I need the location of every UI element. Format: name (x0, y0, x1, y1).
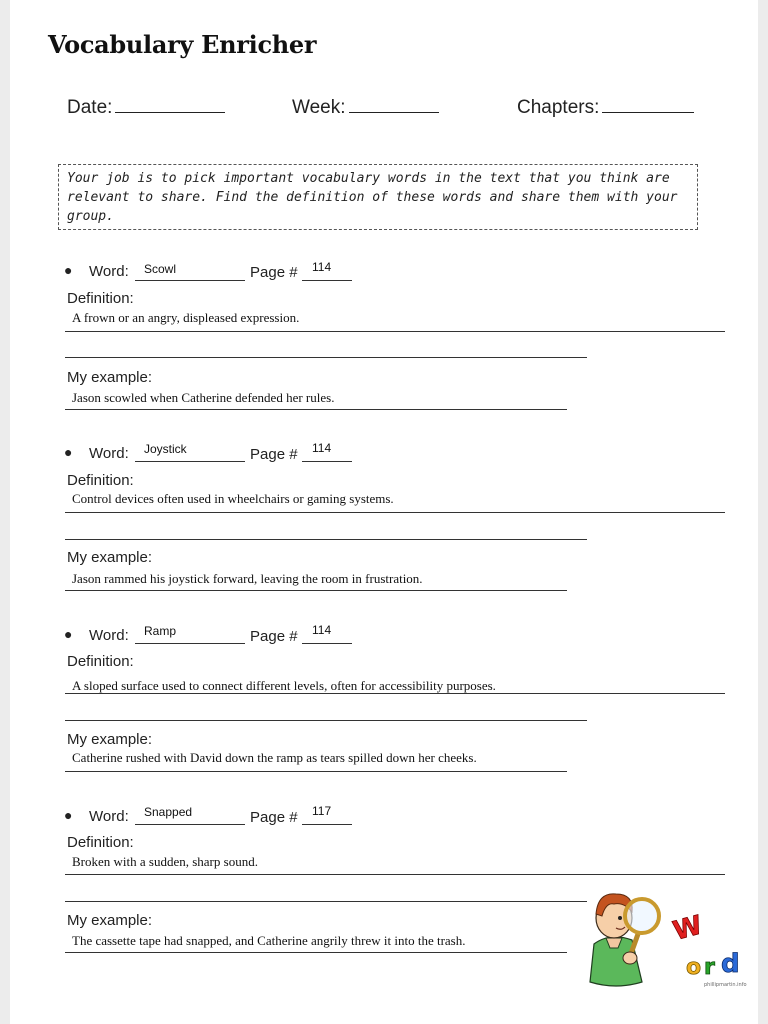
word-underline (135, 280, 245, 281)
example-label: My example: (67, 731, 153, 748)
page-value[interactable]: 114 (312, 623, 332, 637)
bullet-icon: ● (64, 262, 73, 278)
letter-w: W (670, 910, 706, 947)
definition-label: Definition: (67, 834, 134, 851)
letter-r: r (704, 955, 715, 980)
definition-text[interactable]: A frown or an angry, displeased expression. (72, 310, 300, 325)
definition-line-1 (65, 874, 725, 875)
definition-text[interactable]: A sloped surface used to connect different levels, often for accessibility purposes. (72, 678, 496, 693)
word-value[interactable]: Joystick (144, 442, 187, 456)
bullet-icon: ● (64, 444, 73, 460)
magnifier-glass (625, 899, 659, 933)
definition-line-1 (65, 331, 725, 332)
definition-label: Definition: (67, 653, 134, 670)
example-text[interactable]: Catherine rushed with David down the ramp as tears spilled down her cheeks. (72, 750, 477, 765)
clipart-caption: phillipmartin.info (704, 982, 747, 988)
worksheet-page (10, 0, 758, 1024)
instructions-box: Your job is to pick important vocabulary words in the text that you think are relevant to share. Find the definition of these words and share them with your group. (58, 164, 698, 230)
definition-text[interactable]: Control devices often used in wheelchairs or gaming systems. (72, 491, 394, 506)
word-label: Word: (89, 263, 129, 280)
example-text[interactable]: The cassette tape had snapped, and Catherine angrily threw it into the trash. (72, 933, 466, 948)
page-underline (302, 643, 352, 644)
page-label: Page # (250, 264, 298, 281)
word-underline (135, 824, 245, 825)
chapters-field[interactable] (517, 96, 694, 119)
week-blank[interactable] (349, 96, 439, 113)
date-field[interactable] (67, 96, 225, 119)
chapters-blank[interactable] (602, 96, 694, 113)
definition-text[interactable]: Broken with a sudden, sharp sound. (72, 854, 258, 869)
page-value[interactable]: 114 (312, 441, 332, 455)
page-value[interactable]: 117 (312, 804, 332, 818)
week-field[interactable] (292, 96, 439, 119)
word-underline (135, 643, 245, 644)
letter-o: o (686, 955, 702, 980)
word-value[interactable]: Ramp (144, 624, 177, 638)
example-label: My example: (67, 369, 153, 386)
date-label: Date: (67, 97, 113, 118)
example-line (65, 409, 567, 410)
example-line (65, 771, 567, 772)
definition-line-2 (65, 901, 587, 902)
definition-label: Definition: (67, 290, 134, 307)
definition-line-2 (65, 720, 587, 721)
definition-line-2 (65, 539, 587, 540)
word-label: Word: (89, 808, 129, 825)
bullet-icon: ● (64, 807, 73, 823)
worksheet-title: Vocabulary Enricher (48, 30, 317, 59)
boy-magnifier-clipart (576, 882, 756, 992)
page-underline (302, 461, 352, 462)
definition-line-1 (65, 693, 725, 694)
week-label: Week: (292, 97, 346, 118)
bullet-icon: ● (64, 626, 73, 642)
page-underline (302, 280, 352, 281)
letter-d: d (721, 949, 740, 979)
page-label: Page # (250, 628, 298, 645)
example-text[interactable]: Jason scowled when Catherine defended her rules. (72, 390, 335, 405)
page-label: Page # (250, 809, 298, 826)
definition-label: Definition: (67, 472, 134, 489)
page-value[interactable]: 114 (312, 260, 332, 274)
definition-line-2 (65, 357, 587, 358)
page-label: Page # (250, 446, 298, 463)
word-letters (670, 910, 740, 980)
word-label: Word: (89, 627, 129, 644)
date-blank[interactable] (115, 96, 225, 113)
page-underline (302, 824, 352, 825)
example-line (65, 590, 567, 591)
word-underline (135, 461, 245, 462)
word-value[interactable]: Scowl (144, 262, 177, 276)
example-line (65, 952, 567, 953)
example-label: My example: (67, 912, 153, 929)
word-label: Word: (89, 445, 129, 462)
word-value[interactable]: Snapped (144, 805, 193, 819)
definition-line-1 (65, 512, 725, 513)
example-text[interactable]: Jason rammed his joystick forward, leaving the room in frustration. (72, 571, 423, 586)
hand-shape (623, 952, 637, 964)
example-label: My example: (67, 549, 153, 566)
chapters-label: Chapters: (517, 97, 600, 118)
eye-dot (618, 916, 622, 920)
